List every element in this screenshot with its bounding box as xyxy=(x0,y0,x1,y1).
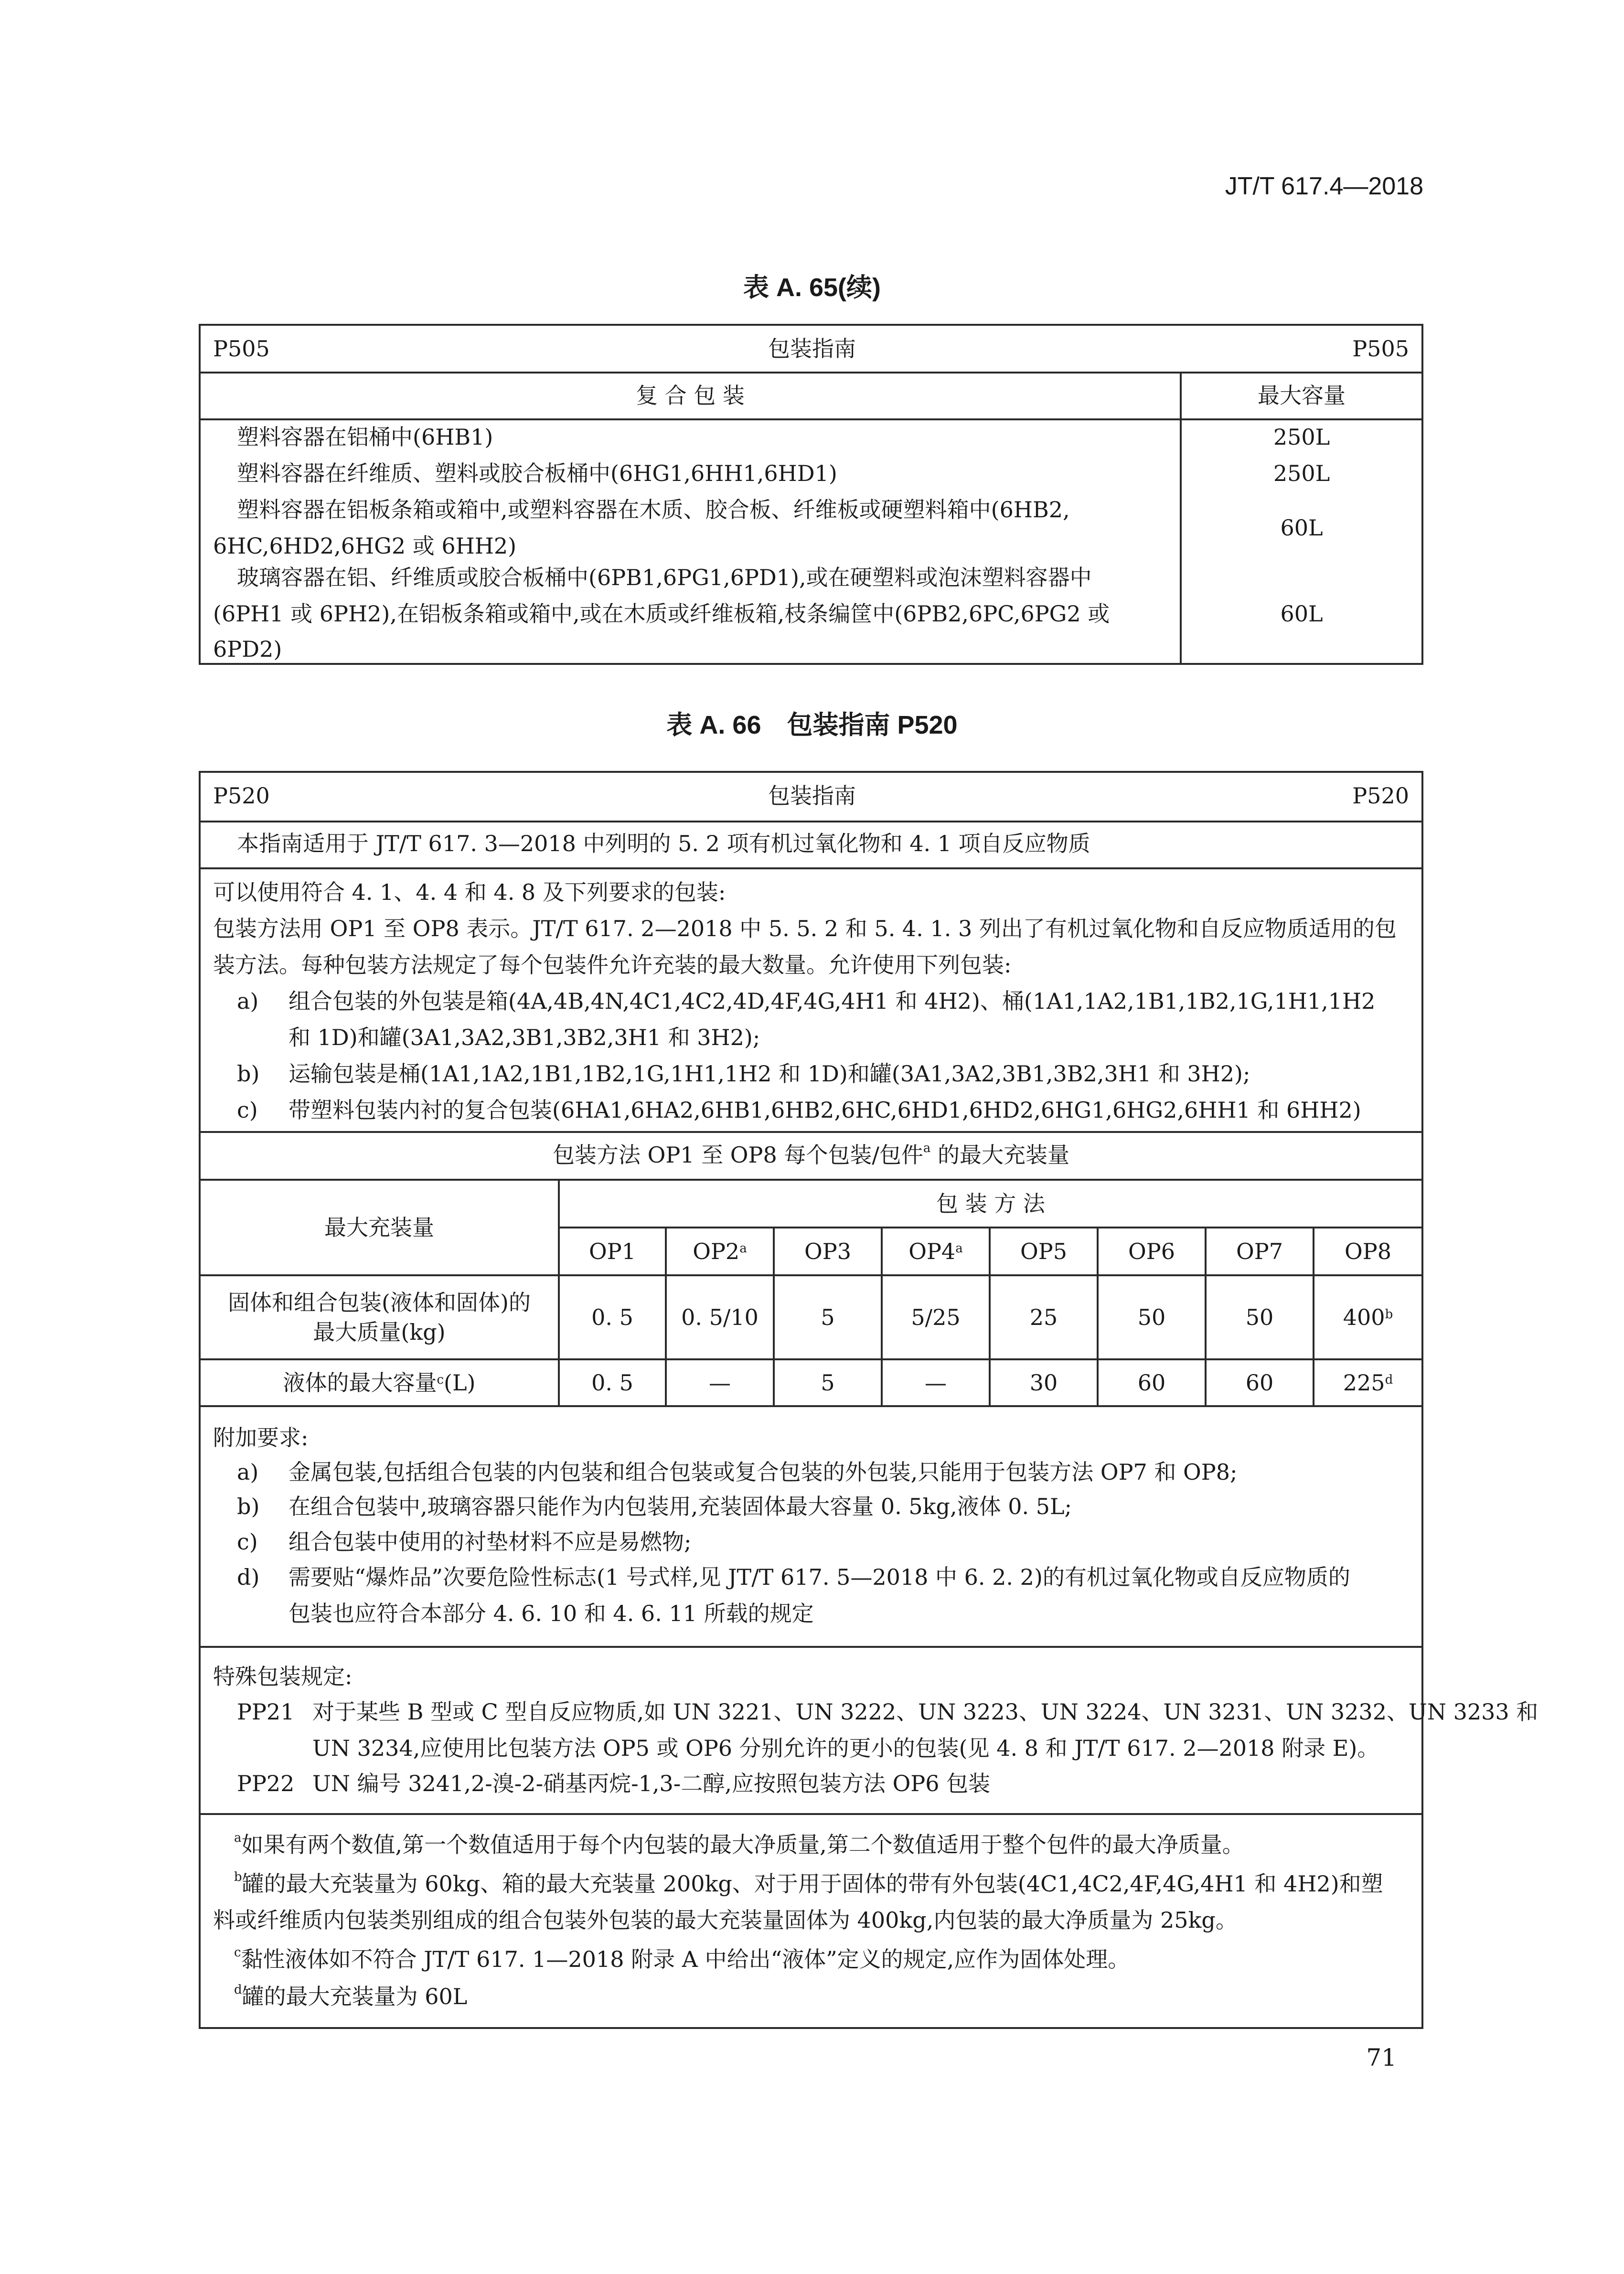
list-item: 需要贴“爆炸品”次要危险性标志(1 号式样,见 JT/T 617. 5—2018 中 6. 2. 2)的有机过氧化物或自反应物质的 xyxy=(288,1564,1350,1590)
packaging-methods-label: 包 装 方 法 xyxy=(936,1191,1045,1217)
list-marker: b) xyxy=(237,1061,260,1087)
liquid-capacity-label: 液体的最大容量 $^c$ (L) xyxy=(283,1370,476,1396)
list-item: 金属包装,包括组合包装的内包装和组合包装或复合包装的外包装,只能用于包装方法 OP7 和 OP8; xyxy=(288,1459,1238,1485)
table-a66-code-left: P520 xyxy=(213,783,270,809)
solid-value: 0. 5/10 xyxy=(681,1304,759,1330)
list-marker: b) xyxy=(237,1494,260,1519)
max-capacity-header: 最大容量 xyxy=(1258,383,1346,408)
method-header: OP6 xyxy=(1128,1238,1175,1264)
standard-number: JT/T 617.4—2018 xyxy=(1225,172,1423,200)
table-a65-code-left: P505 xyxy=(213,336,270,362)
footnote: $^d$罐的最大充装量为 60L xyxy=(234,1982,468,2009)
composite-row-text: 玻璃容器在铝、纤维质或胶合板桶中(6PB1,6PG1,6PD1),或在硬塑料或泡沫塑料容器中 xyxy=(237,565,1092,590)
method-header: OP7 xyxy=(1236,1238,1283,1264)
provision-code: PP22 xyxy=(237,1771,295,1796)
liquid-value: 5 xyxy=(821,1370,835,1396)
composite-row-capacity: 60L xyxy=(1280,515,1323,541)
intro-line: 装方法。每种包装方法规定了每个包装件允许充装的最大数量。允许使用下列包装: xyxy=(213,952,1012,978)
list-marker: c) xyxy=(237,1529,258,1555)
special-provisions-heading: 特殊包装规定: xyxy=(213,1664,353,1689)
footnote: $^b$罐的最大充装量为 60kg、箱的最大充装量 200kg、对于用于固体的带有外包装(4C1,4C2,4F,4G,4H1 和 4H2)和塑 xyxy=(234,1869,1383,1897)
additional-requirements-heading: 附加要求: xyxy=(213,1425,309,1451)
list-item: 包装也应符合本部分 4. 6. 10 和 4. 6. 11 所载的规定 xyxy=(288,1601,814,1626)
table-a66-code-right: P520 xyxy=(1352,783,1409,809)
method-header: OP2 $^a$ xyxy=(693,1238,747,1264)
liquid-value: 0. 5 xyxy=(591,1370,633,1396)
table-a65-title: 包装指南 xyxy=(768,336,856,362)
intro-line: 包装方法用 OP1 至 OP8 表示。JT/T 617. 2—2018 中 5. 5. 2 和 5. 4. 1. 3 列出了有机过氧化物和自反应物质适用的包 xyxy=(213,916,1397,941)
method-header: OP1 xyxy=(589,1238,636,1264)
list-item: 运输包装是桶(1A1,1A2,1B1,1B2,1G,1H1,1H2 和 1D)和罐(3A1,3A2,3B1,3B2,3H1 和 3H2); xyxy=(288,1061,1250,1087)
matrix-title: 包装方法 OP1 至 OP8 每个包装/包件$^a$ 的最大充装量 xyxy=(553,1141,1069,1168)
composite-row-capacity: 60L xyxy=(1280,601,1323,627)
scope-statement: 本指南适用于 JT/T 617. 3—2018 中列明的 5. 2 项有机过氧化物和 4. 1 项自反应物质 xyxy=(237,831,1090,856)
provision-text: UN 3234,应使用比包装方法 OP5 或 OP6 分别允许的更小的包装(见 4. 8 和 JT/T 617. 2—2018 附录 E)。 xyxy=(312,1735,1379,1761)
liquid-value: 60 xyxy=(1137,1370,1166,1396)
method-header: OP8 xyxy=(1345,1238,1391,1264)
liquid-value: 30 xyxy=(1029,1370,1058,1396)
composite-row-text: 6PD2) xyxy=(213,636,282,662)
solid-value: 0. 5 xyxy=(591,1304,633,1330)
liquid-value: 60 xyxy=(1245,1370,1274,1396)
provision-text: 对于某些 B 型或 C 型自反应物质,如 UN 3221、UN 3222、UN 3223、UN 3224、UN 3231、UN 3232、UN 3233 和 xyxy=(312,1699,1539,1725)
composite-row-text: 塑料容器在铝桶中(6HB1) xyxy=(237,424,493,450)
list-item: 和 1D)和罐(3A1,3A2,3B1,3B2,3H1 和 3H2); xyxy=(288,1025,760,1050)
list-marker: c) xyxy=(237,1097,258,1123)
footnote: 料或纤维质内包装类别组成的组合包装外包装的最大充装量固体为 400kg,内包装的最大净质量为 25kg。 xyxy=(213,1907,1238,1933)
composite-row-text: 塑料容器在铝板条箱或箱中,或塑料容器在木质、胶合板、纤维板或硬塑料箱中(6HB2, xyxy=(237,497,1070,523)
provision-code: PP21 xyxy=(237,1699,295,1725)
intro-line: 可以使用符合 4. 1、4. 4 和 4. 8 及下列要求的包装: xyxy=(213,879,726,905)
max-fill-label: 最大充装量 xyxy=(324,1215,434,1240)
liquid-value: — xyxy=(925,1370,947,1396)
solid-value: 400 $^b$ xyxy=(1343,1304,1393,1330)
list-item: 组合包装中使用的衬垫材料不应是易燃物; xyxy=(288,1529,692,1555)
method-header: OP3 xyxy=(804,1238,851,1264)
solid-value: 5/25 xyxy=(911,1304,961,1330)
table-a66-caption: 表 A. 66 包装指南 P520 xyxy=(666,711,958,739)
composite-row-capacity: 250L xyxy=(1273,460,1330,486)
liquid-value: 225 $^d$ xyxy=(1343,1370,1393,1396)
composite-packaging-header: 复 合 包 装 xyxy=(636,383,745,408)
method-header: OP4 $^a$ xyxy=(908,1238,963,1264)
table-a66-title: 包装指南 xyxy=(768,783,856,809)
composite-row-capacity: 250L xyxy=(1273,424,1330,450)
table-a65-code-right: P505 xyxy=(1352,336,1409,362)
list-item: 在组合包装中,玻璃容器只能作为内包装用,充装固体最大容量 0. 5kg,液体 0. 5L; xyxy=(288,1494,1072,1519)
liquid-value: — xyxy=(709,1370,731,1396)
provision-text: UN 编号 3241,2-溴-2-硝基丙烷-1,3-二醇,应按照包装方法 OP6 包装 xyxy=(312,1771,991,1796)
solid-value: 50 xyxy=(1245,1304,1274,1330)
composite-row-text: 6HC,6HD2,6HG2 或 6HH2) xyxy=(213,533,517,559)
list-item: 带塑料包装内衬的复合包装(6HA1,6HA2,6HB1,6HB2,6HC,6HD1,6HD2,6HG1,6HG2,6HH1 和 6HH2) xyxy=(288,1097,1361,1123)
footnote: $^a$如果有两个数值,第一个数值适用于每个内包装的最大净质量,第二个数值适用于整个包件的最大净质量。 xyxy=(234,1830,1244,1858)
solid-value: 5 xyxy=(821,1304,835,1330)
list-marker: a) xyxy=(237,988,259,1014)
list-marker: d) xyxy=(237,1564,260,1590)
table-a65-caption: 表 A. 65(续) xyxy=(743,273,881,302)
solid-value: 25 xyxy=(1029,1304,1058,1330)
composite-row-text: (6PH1 或 6PH2),在铝板条箱或箱中,或在木质或纤维板箱,枝条编筐中(6PB2,6PC,6PG2 或 xyxy=(213,601,1110,627)
solid-mass-label: 固体和组合包装(液体和固体)的 最大质量(kg) xyxy=(228,1290,531,1345)
composite-row-text: 塑料容器在纤维质、塑料或胶合板桶中(6HG1,6HH1,6HD1) xyxy=(237,460,837,486)
solid-value: 50 xyxy=(1137,1304,1166,1330)
method-header: OP5 xyxy=(1020,1238,1067,1264)
page-number: 71 xyxy=(1366,2044,1397,2071)
footnote: $^c$黏性液体如不符合 JT/T 617. 1—2018 附录 A 中给出“液体”定义的规定,应作为固体处理。 xyxy=(234,1945,1130,1972)
list-marker: a) xyxy=(237,1459,259,1485)
list-item: 组合包装的外包装是箱(4A,4B,4N,4C1,4C2,4D,4F,4G,4H1 和 4H2)、桶(1A1,1A2,1B1,1B2,1G,1H1,1H2 xyxy=(288,988,1376,1014)
